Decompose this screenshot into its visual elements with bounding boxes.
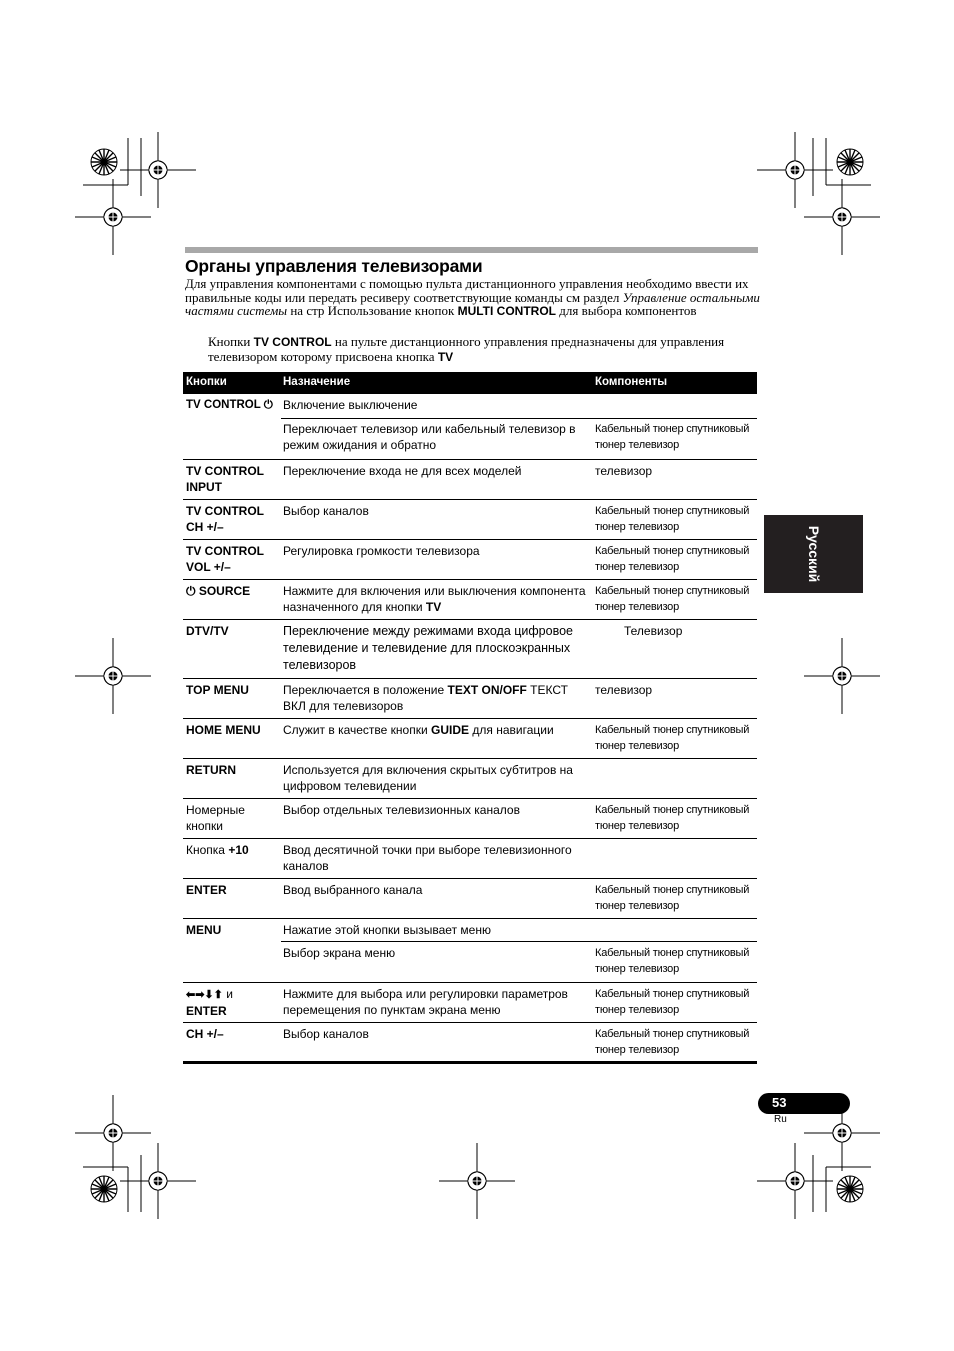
table-header [183,372,757,394]
table-row: RETURN Используется для включения скрытых субтитров на цифровом телевидении [183,759,757,799]
header-buttons: Кнопки [186,376,227,388]
table-row: DTV/TV Переключение между режимами входа цифровое телевидение и телевидение для плоскоэкранных телевизоров Телевизор [183,620,757,679]
table-row: HOME MENU Служит в качестве кнопки GUIDE для навигации Кабельный тюнер спутниковый тюнер телевизор [183,719,757,759]
table-row: TV CONTROL CH +/– Выбор каналов Кабельный тюнер спутниковый тюнер телевизор [183,500,757,540]
intro-paragraph-2: Кнопки TV CONTROL на пульте дистанционного управления предназначены для управления телевизором которому присвоена кнопка TV [208,334,725,364]
arrow-keys-icon: ⬅➡⬇⬆ [186,989,223,1001]
intro-paragraph: Для управления компонентами с помощью пульта дистанционного управления необходимо ввести их правильные коды или передать ресиверу соответствующие команды см раздел Управление остальными частями системы на стр Использование кнопок MULTI CONTROL для выбора компонентов [185,276,760,319]
table-row: ⏻ SOURCE Нажмите для включения или выключения компонента назначенного для кнопки TV Кабельный тюнер спутниковый тюнер телевизор [183,580,757,620]
language-side-tab: Русский [764,515,863,593]
table-row: MENU Нажатие этой кнопки вызывает меню Выбор экрана меню Кабельный тюнер спутниковый тюнер телевизор [183,919,757,983]
page-language: Ru [774,1114,787,1125]
header-purpose: Назначение [283,376,351,388]
table-row: TV CONTROL VOL +/– Регулировка громкости телевизора Кабельный тюнер спутниковый тюнер телевизор [183,540,757,580]
tv-controls-table [183,372,757,1061]
page-number-badge: 53 [758,1093,850,1114]
page-title: Органы управления телевизорами [185,256,483,276]
header-rule [185,247,758,253]
table-bottom-rule [183,1061,757,1064]
header-components: Компоненты [595,376,668,388]
table-row: Кнопка +10 Ввод десятичной точки при выборе телевизионного каналов [183,839,757,879]
table-row: TV CONTROL INPUT Переключение входа не для всех моделей телевизор [183,460,757,500]
table-row: ENTER Ввод выбранного канала Кабельный тюнер спутниковый тюнер телевизор [183,879,757,919]
table-row: TV CONTROL ⏻ Включение выключение Переключает телевизор или кабельный телевизор в режим ожидания и обратно Кабельный тюнер спутниковый тюнер телевизор [183,394,757,460]
table-row: Номерные кнопки Выбор отдельных телевизионных каналов Кабельный тюнер спутниковый тюнер телевизор [183,799,757,839]
table-row: CH +/– Выбор каналов Кабельный тюнер спутниковый тюнер телевизор [186,1027,750,1056]
table-row: TOP MENU Переключается в положение TEXT ON/OFF ТЕКСТ ВКЛ для телевизоров телевизор [183,679,757,719]
table-row: ⬅➡⬇⬆ и ENTER Нажмите для выбора или регулировки параметров перемещения по пунктам экрана меню Кабельный тюнер спутниковый тюнер телевизор [183,983,757,1023]
